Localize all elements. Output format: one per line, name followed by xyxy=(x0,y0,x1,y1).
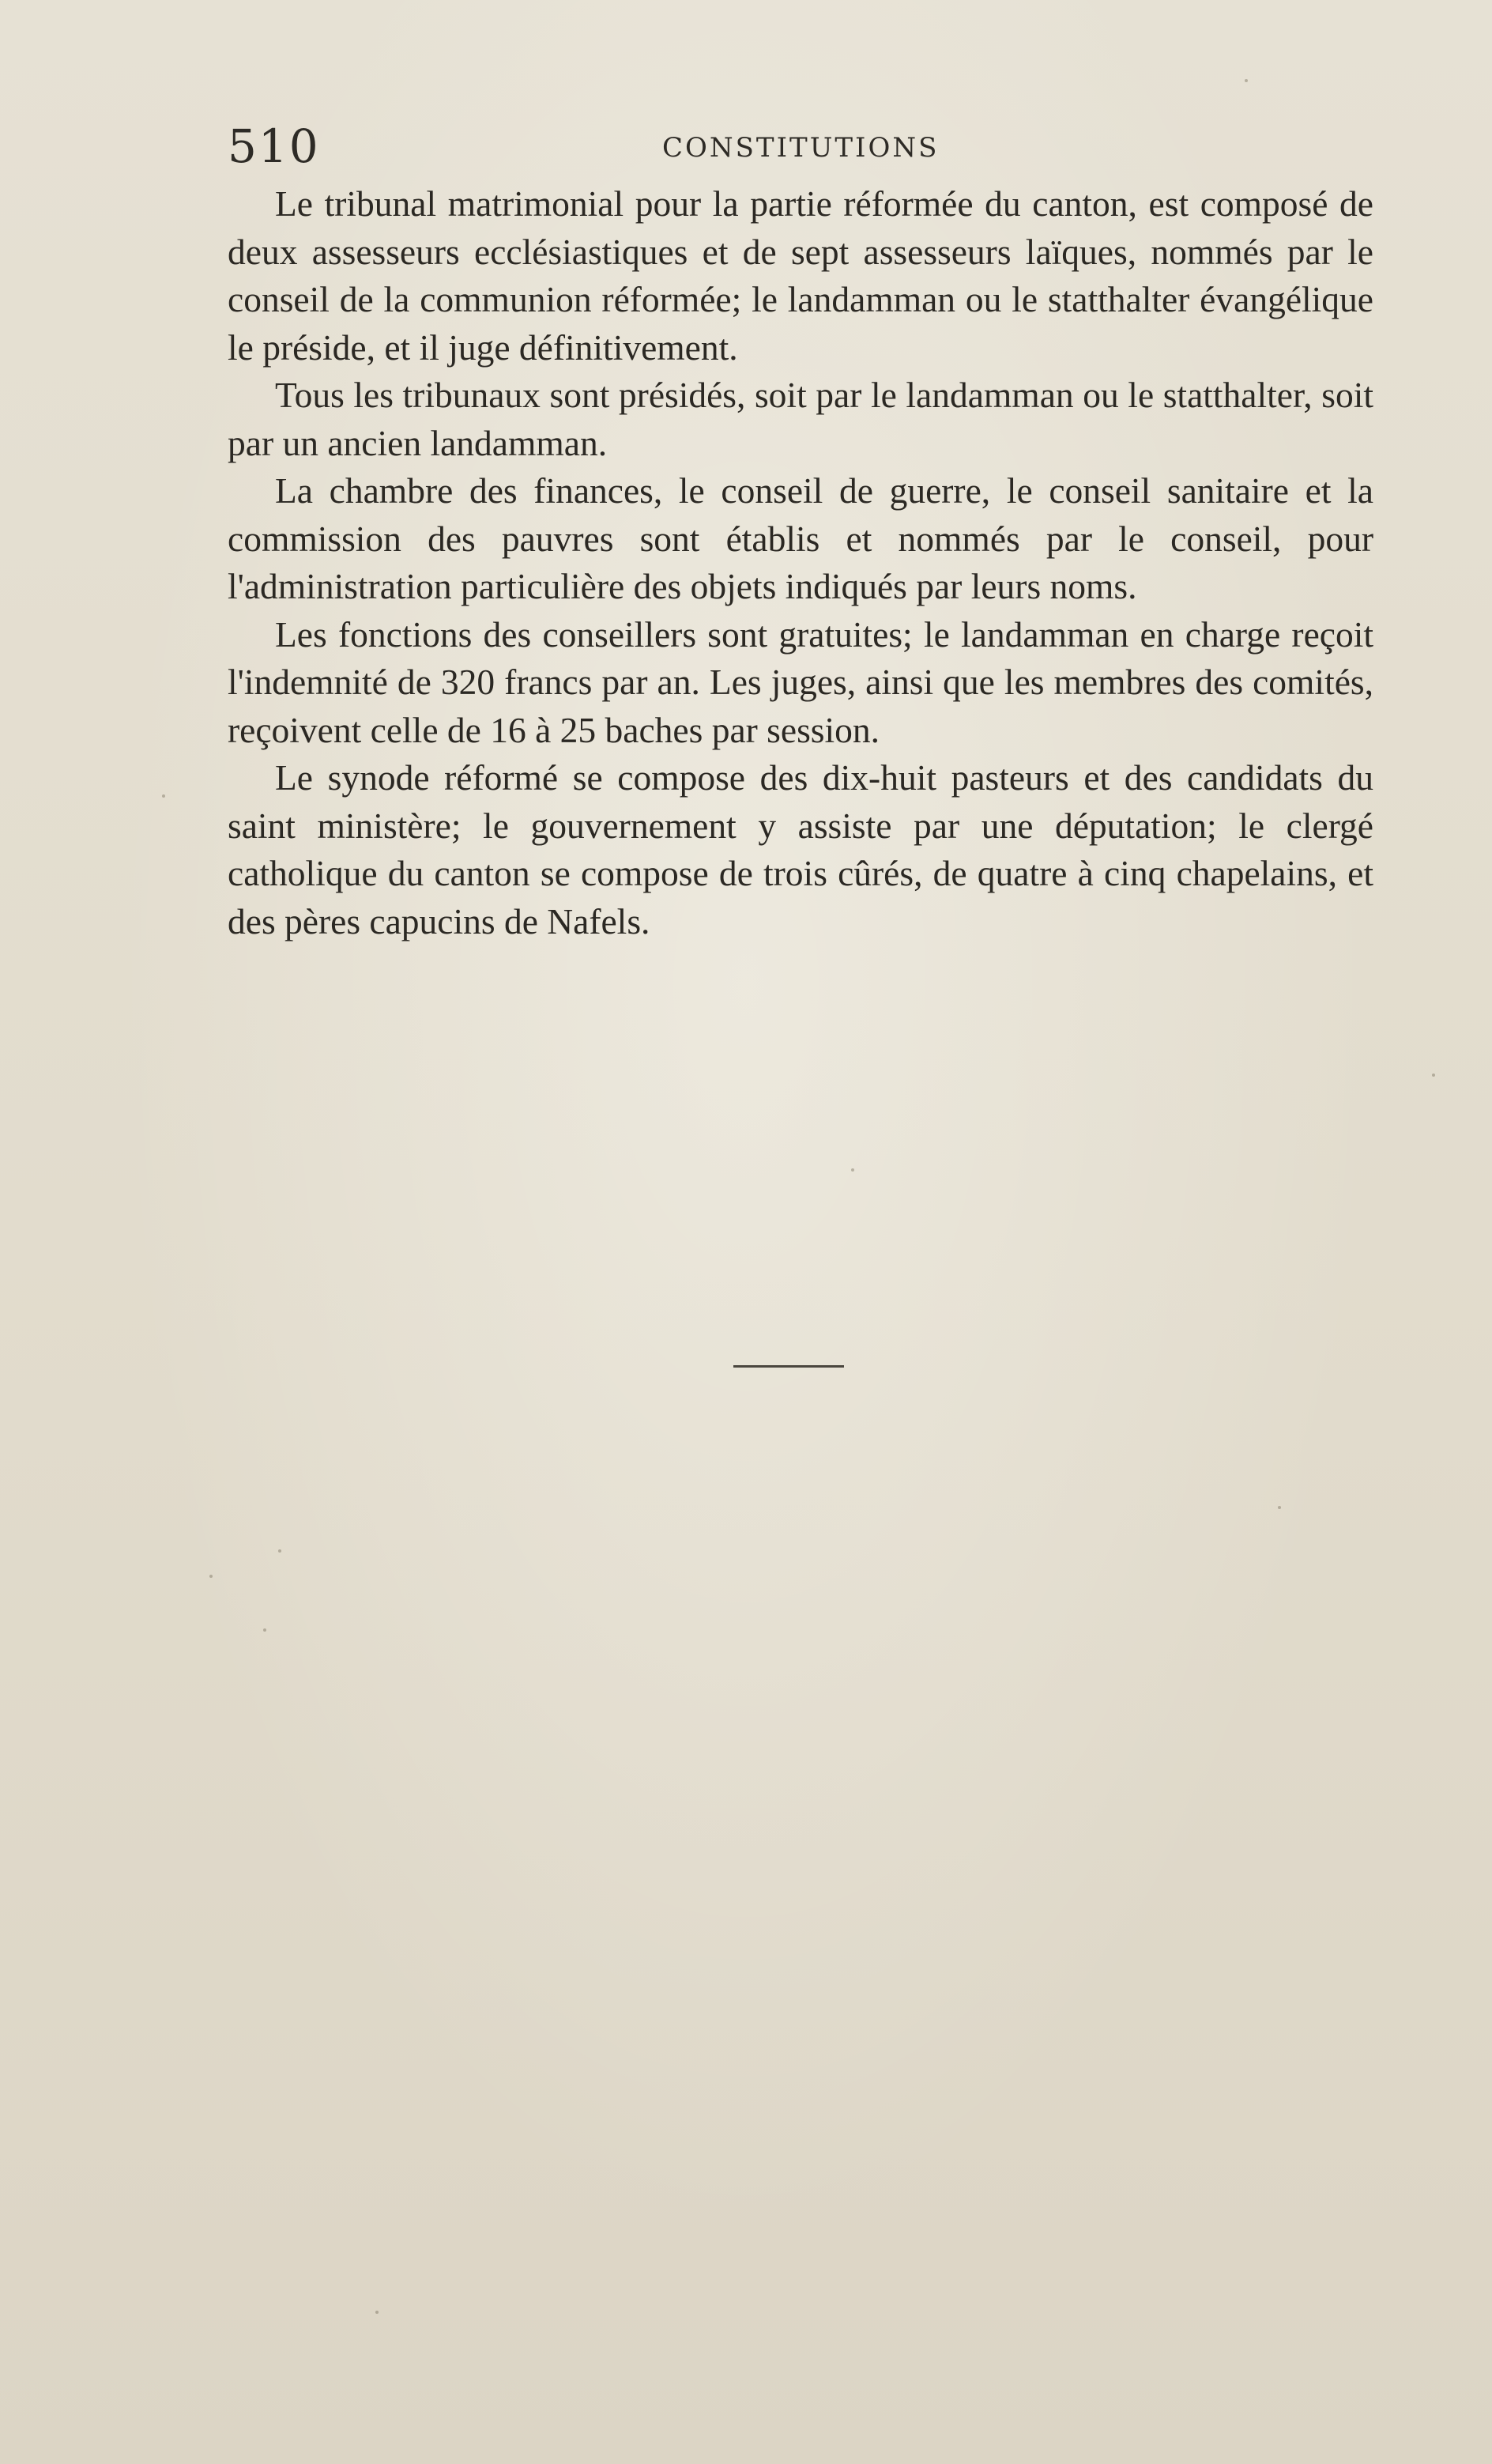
paragraph-functions: Les fonctions des conseillers sont gratuites; le landamman en charge reçoit l'indemnité de 320 francs par an. Les juges, ainsi que les membres des comités, reçoivent celle de 16 à 25 baches par session. xyxy=(228,613,1373,750)
paper-speck xyxy=(162,794,165,798)
paper-speck xyxy=(263,1628,266,1632)
paragraph-matrimonial-tribunal: Le tribunal matrimonial pour la partie réformée du canton, est composé de deux assesseurs ecclésiastiques et de sept assesseurs laïques, nommés par le conseil de la communion réformée; le landamman ou le statthalter évangélique le préside, et il juge définitivement. xyxy=(228,183,1373,368)
paragraph-tribunals: Tous les tribunaux sont présidés, soit par le landamman ou le statthalter, soit par un ancien landamman. xyxy=(228,375,1373,463)
paper-speck xyxy=(375,2311,379,2314)
paper-speck xyxy=(278,1549,281,1553)
body-text xyxy=(228,180,1373,945)
paper-speck xyxy=(209,1575,213,1578)
paper-speck xyxy=(1278,1506,1281,1509)
paragraph-synod: Le synode réformé se compose des dix-huit pasteurs et des candidats du saint ministère; le gouvernement y assiste par une députation; le clergé catholique du canton se compose de trois cûrés, de quatre à cinq chapelains, et des pères capucins de Nafels. xyxy=(228,757,1373,941)
page-number: 510 xyxy=(228,119,320,173)
paper-speck xyxy=(851,1168,854,1172)
paper-speck xyxy=(1245,79,1248,82)
running-title: CONSTITUTIONS xyxy=(662,132,940,164)
paragraph-chambers: La chambre des finances, le conseil de guerre, le conseil sanitaire et la commission des pauvres sont établis et nommés par le conseil, pour l'administration particulière des objets indiqués par leurs noms. xyxy=(228,470,1373,606)
page-header xyxy=(228,119,1373,174)
paper-speck xyxy=(1432,1074,1435,1077)
section-end-rule xyxy=(733,1365,844,1368)
